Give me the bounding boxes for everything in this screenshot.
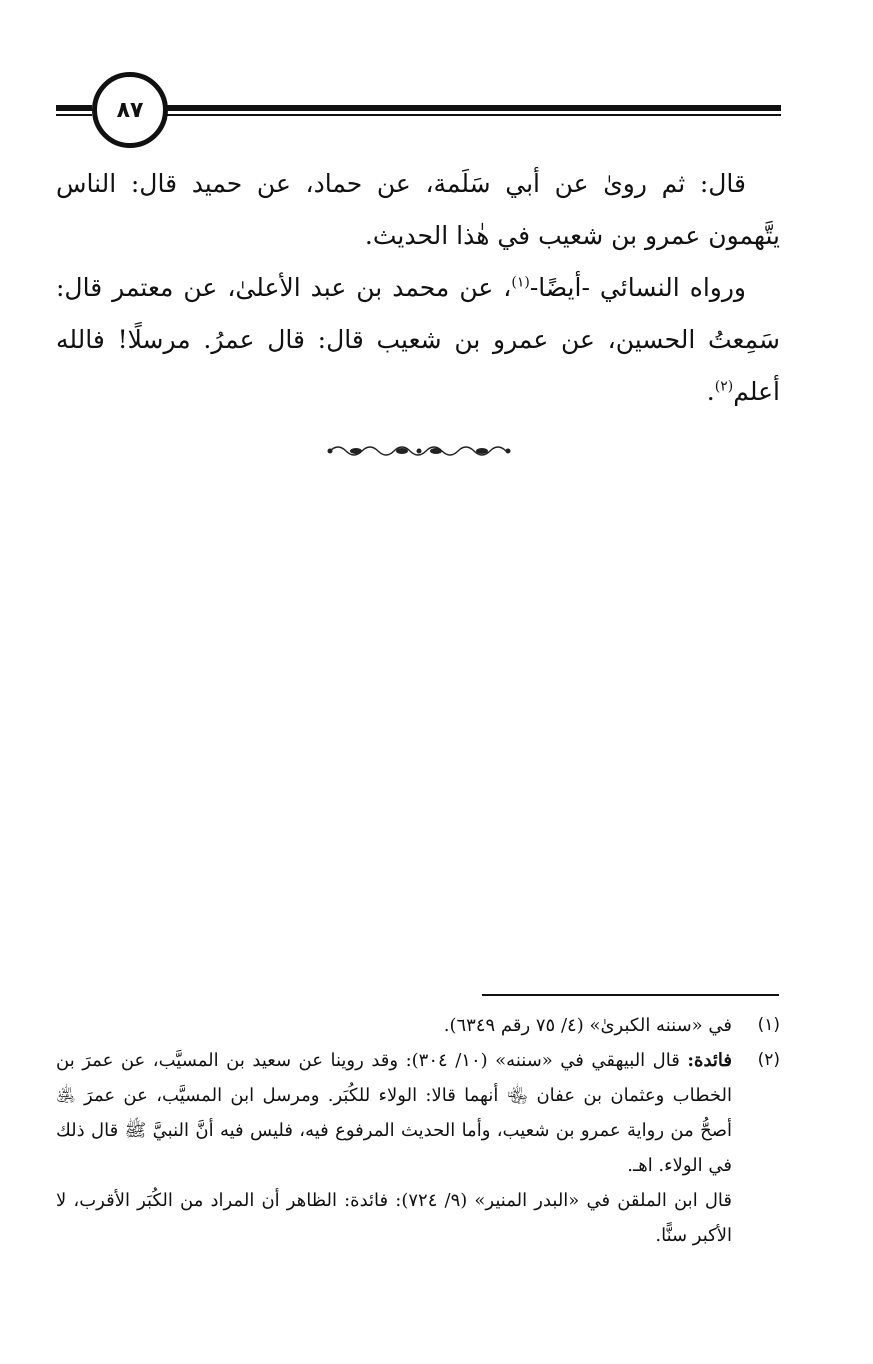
footnote-2-body: قال البيهقي في «سننه» (١٠/ ٣٠٤): وقد روينا عن سعيد بن المسيَّب، عن عمرَ بن الخطاب وعثمان بن عفان ﵄ أنهما قالا: الولاء للكُبَر. ومرسل ابن المسيَّب، عن عمرَ ﵁ أصحُّ من رواية عمرو بن شعيب، وأما الحديث المرفوع فيه، فليس فيه أنَّ النبيَّ ﷺ قال ذلك في الولاء. اهـ. [56,1050,732,1176]
main-text [56,158,780,418]
footnote-1-text: في «سننه الكبرىٰ» (٤/ ٧٥ رقم ٦٣٤٩). [443,1015,732,1036]
footnotes [56,1008,780,1253]
footnote-number: (٢) [757,1050,780,1070]
header-rule-left-thin [56,114,92,116]
paragraph-1: قال: ثم روىٰ عن أبي سَلَمة، عن حماد، عن حميد قال: الناس يتَّهمون عمرو بن شعيب في هٰذا الحديث. [56,169,780,250]
paragraph-2-start: ورواه النسائي -أيضًا- [529,273,746,302]
footnote-number: (١) [757,1015,780,1035]
page-number: ٨٧ [92,72,168,148]
paragraph-2-body: ، عن محمد بن عبد الأعلىٰ، عن معتمر قال: سَمِعتُ الحسين، عن عمرو بن شعيب قال: قال عمرُ. مرسلًا! فالله أعلم [56,273,780,406]
ornament-divider [326,440,512,462]
footnote-ref-1[interactable]: (١) [511,274,530,291]
footnote-body [56,1008,732,1043]
footnote-2-text-2: قال ابن الملقن في «البدر المنير» (٩/ ٧٢٤): فائدة: الظاهر أن المراد من الكُبَر الأقرب، لا الأكبر سنًّا. [56,1190,732,1246]
footnote-ref-2[interactable]: (٢) [714,378,734,395]
header-rule-left [56,105,92,111]
paragraph-2 [56,262,780,418]
paragraph-2-end: . [706,377,715,406]
footnote-2 [56,1043,780,1253]
header-rule-thin [166,114,781,116]
footnote-body [56,1043,732,1253]
footnote-2-text [56,1043,732,1183]
footnote-label: فائدة: [687,1050,732,1071]
footnote-1 [56,1008,780,1043]
footnote-separator [482,994,779,996]
header-rule [166,105,781,111]
page-header [56,68,781,156]
